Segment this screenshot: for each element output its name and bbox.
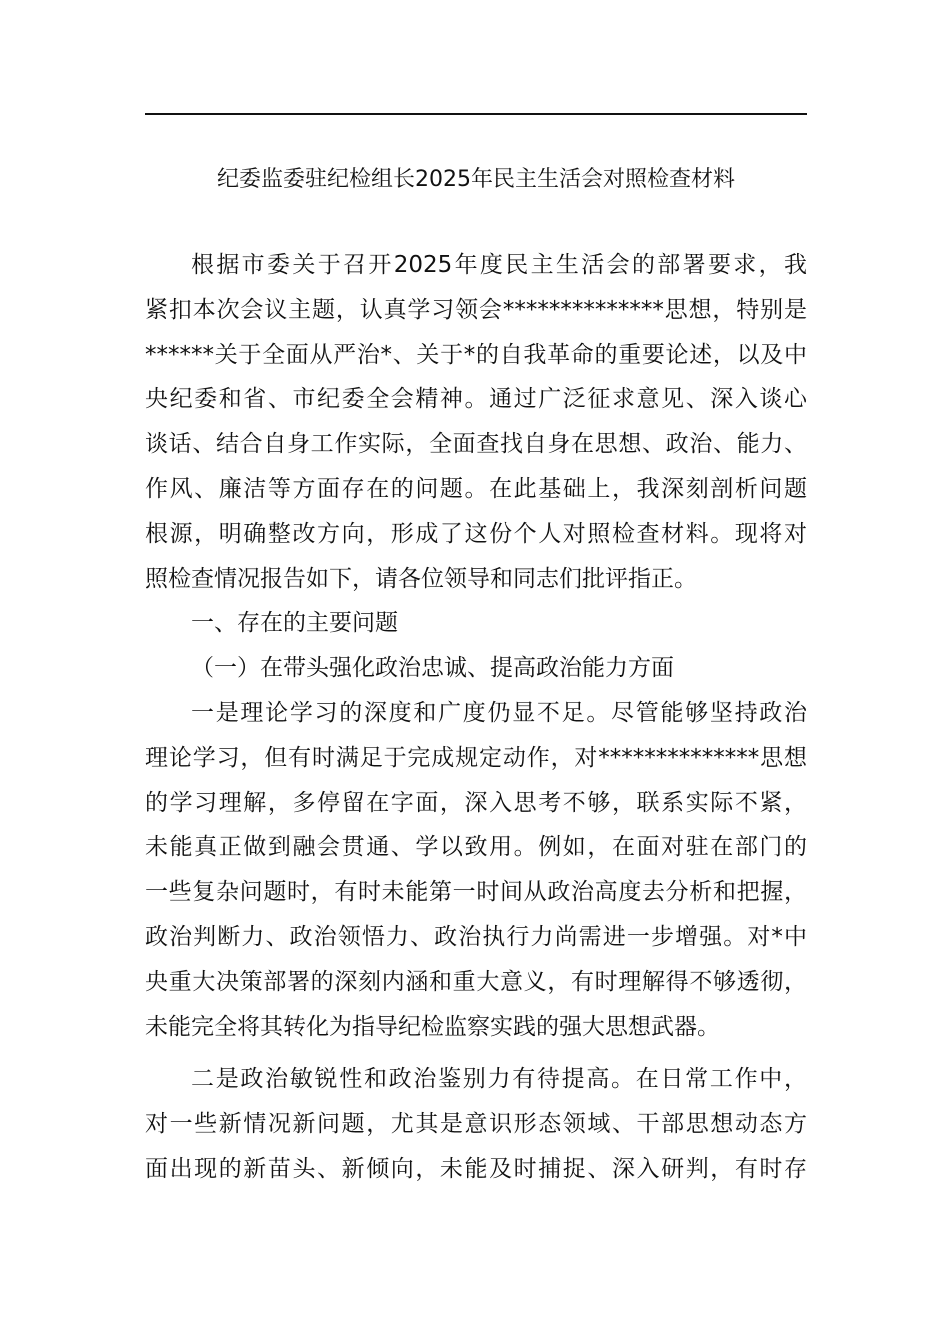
text-line: 照检查情况报告如下，请各位领导和同志们批评指正。 (145, 565, 697, 592)
text-line: 面出现的新苗头、新倾向，未能及时捕捉、深入研判，有时存 (145, 1155, 807, 1182)
text-line: 政治判断力、政治领悟力、政治执行力尚需进一步增强。对*中 (145, 923, 807, 950)
problem-paragraph-one (145, 691, 807, 1049)
text-line: 未能完全将其转化为指导纪检监察实践的强大思想武器。 (145, 1013, 720, 1040)
text-line: 未能真正做到融会贯通、学以致用。例如，在面对驻在部门的 (145, 834, 807, 861)
text-line: 根源，明确整改方向，形成了这份个人对照检查材料。现将对 (145, 520, 807, 547)
text-line: 央纪委和省、市纪委全会精神。通过广泛征求意见、深入谈心 (145, 386, 807, 413)
text-line: 的学习理解，多停留在字面，深入思考不够，联系实际不紧， (145, 789, 807, 816)
text-line: 一些复杂问题时，有时未能第一时间从政治高度去分析和把握， (145, 879, 807, 906)
text-line: 对一些新情况新问题，尤其是意识形态领域、干部思想动态方 (145, 1111, 807, 1138)
text-line: 央重大决策部署的深刻内涵和重大意义，有时理解得不够透彻， (145, 968, 807, 995)
text-line: 谈话、结合自身工作实际，全面查找自身在思想、政治、能力、 (145, 431, 807, 458)
document-body (145, 243, 807, 1192)
document-title: 纪委监委驻纪检组长2025年民主生活会对照检查材料 (217, 167, 735, 192)
text-line: 作风、廉洁等方面存在的问题。在此基础上，我深刻剖析问题 (145, 475, 807, 502)
text-line: 二是政治敏锐性和政治鉴别力有待提高。在日常工作中， (191, 1066, 807, 1093)
text-line: 紧扣本次会议主题，认真学习领会**************思想，特别是 (145, 296, 807, 323)
problem-paragraph-two (145, 1057, 807, 1191)
text-line: 根据市委关于召开2025年度民主生活会的部署要求，我 (191, 252, 807, 278)
text-line: 理论学习，但有时满足于完成规定动作，对**************思想 (145, 744, 807, 771)
text-line: ******关于全面从严治*、关于*的自我革命的重要论述，以及中 (145, 341, 807, 368)
text-line: 一是理论学习的深度和广度仍显不足。尽管能够坚持政治 (191, 699, 807, 726)
header-rule (145, 113, 807, 115)
subsection-heading (145, 646, 807, 691)
heading-line: （一）在带头强化政治忠诚、提高政治能力方面 (191, 655, 674, 682)
intro-paragraph (145, 243, 807, 601)
heading-line: 一、存在的主要问题 (191, 610, 398, 637)
section-heading (145, 601, 807, 646)
